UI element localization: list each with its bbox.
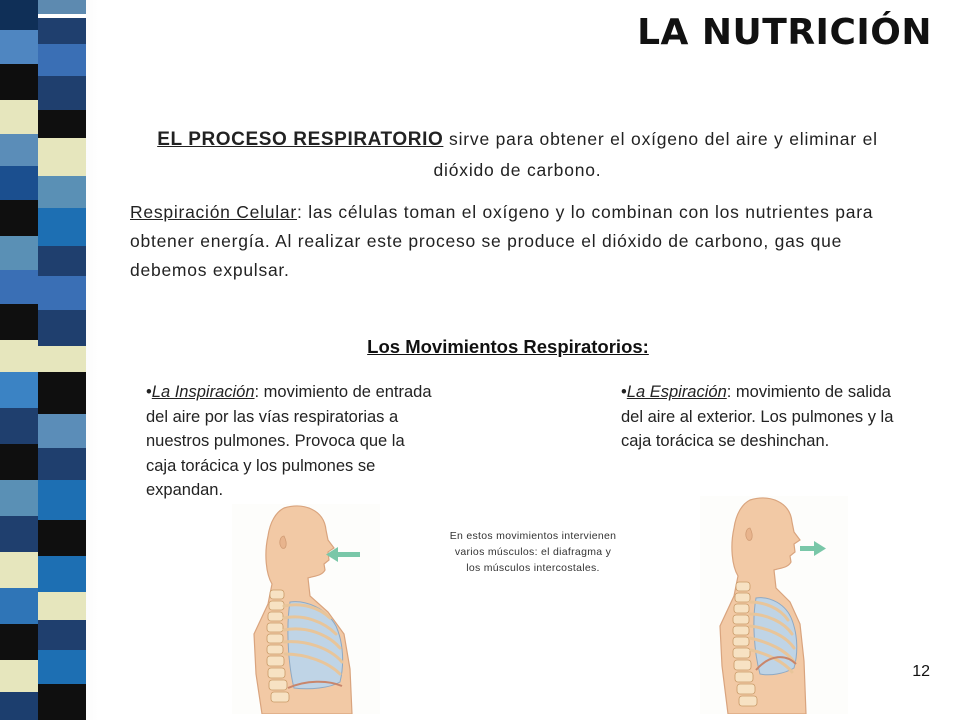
stripe-block: [38, 684, 86, 720]
stripe-block: [0, 166, 38, 202]
inspiration-text: : movimiento de entrada del aire por las vías respiratorias a nuestros pulmones. Provoca que la caja torácica y los pulmones se expandan.: [146, 383, 432, 499]
bullet: •: [146, 383, 152, 401]
stripe-block: [38, 310, 86, 346]
stripe-block: [0, 100, 38, 136]
cellular-respiration-term: Respiración Celular: [130, 202, 297, 222]
stripe-block: [38, 520, 86, 556]
stripe-block: [38, 176, 86, 208]
decorative-stripe-bar: [0, 0, 110, 720]
expiration-term: La Espiración: [626, 383, 727, 401]
stripe-block: [38, 346, 86, 372]
stripe-block: [0, 480, 38, 516]
page-number: 12: [912, 663, 930, 680]
stripe-block: [38, 18, 86, 44]
inspiration-term: La Inspiración: [151, 383, 255, 401]
expiration-description: [621, 380, 911, 454]
slide-title: LA NUTRICIÓN: [637, 12, 932, 53]
stripe-block: [38, 414, 86, 448]
stripe-block: [0, 588, 38, 624]
stripe-block: [0, 516, 38, 552]
stripe-block: [0, 304, 38, 340]
stripe-block: [0, 692, 38, 720]
body-exhale-illustration: [700, 496, 848, 714]
stripe-block: [0, 660, 38, 696]
movements-title: Los Movimientos Respiratorios:: [367, 336, 649, 357]
stripe-block: [38, 208, 86, 246]
stripe-block: [38, 0, 86, 14]
stripe-block: [38, 246, 86, 276]
stripe-block: [0, 236, 38, 272]
stripe-block: [38, 556, 86, 592]
stripe-block: [38, 480, 86, 520]
stripe-block: [38, 76, 86, 110]
intro-lead: EL PROCESO RESPIRATORIO: [157, 129, 444, 150]
stripe-block: [38, 650, 86, 684]
stripe-block: [38, 372, 86, 414]
stripe-block: [38, 592, 86, 620]
stripe-block: [0, 134, 38, 170]
stripe-block: [0, 270, 38, 306]
inhale-figure-svg: [232, 504, 380, 714]
stripe-block: [0, 64, 38, 100]
stripe-block: [0, 552, 38, 588]
intro-text: sirve para obtener el oxígeno del aire y eliminar el dióxido de carbono.: [433, 129, 878, 180]
stripe-block: [0, 200, 38, 236]
inspiration-description: [146, 380, 438, 503]
stripe-block: [38, 44, 86, 76]
ear-shape: [280, 536, 286, 548]
body-inhale-illustration: [232, 504, 380, 714]
muscles-note: En estos movimientos intervienen varios músculos: el diafragma y los músculos intercostales.: [449, 530, 617, 574]
ear-shape: [746, 528, 752, 540]
cellular-respiration-paragraph: [130, 198, 890, 285]
stripe-block: [38, 138, 86, 176]
exhale-figure-svg: [700, 496, 848, 714]
bullet: •: [621, 383, 627, 401]
intro-paragraph: [130, 124, 905, 185]
stripe-block: [0, 30, 38, 66]
exhale-arrow-icon: [800, 541, 826, 556]
stripe-block: [38, 110, 86, 138]
stripe-block: [38, 276, 86, 310]
stripe-block: [0, 408, 38, 444]
cellular-respiration-text: : las células toman el oxígeno y lo combinan con los nutrientes para obtener energía. Al realizar este proceso se produce el dióxido de carbono, gas que debemos expulsar.: [130, 202, 874, 280]
stripe-block: [38, 448, 86, 480]
stripe-block: [0, 444, 38, 480]
stripe-block: [0, 340, 38, 376]
stripe-block: [0, 372, 38, 408]
stripe-block: [38, 620, 86, 650]
expiration-text: : movimiento de salida del aire al exterior. Los pulmones y la caja torácica se deshinchan.: [621, 383, 894, 450]
stripe-block: [0, 624, 38, 660]
